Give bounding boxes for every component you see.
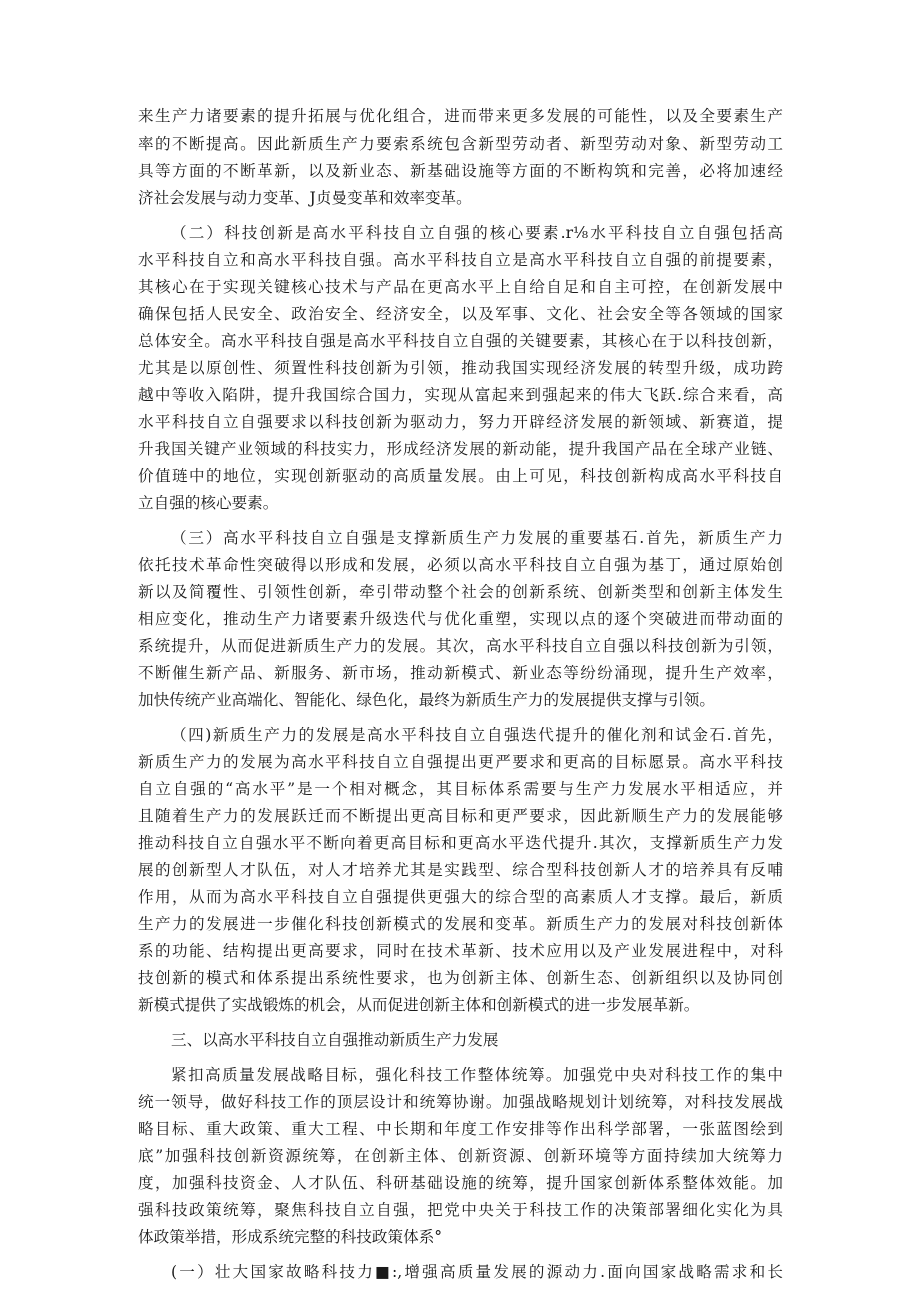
- text-line: 新模式提供了实战锻炼的机会，从而促进创新主体和创新模式的进一步发展革新。: [138, 996, 700, 1014]
- text-line: 升我国关键产业领域的科技实力，形成经济发展的新动能，提升我国产品在全球产业链、: [138, 440, 783, 458]
- paragraph-heading-line: （二）科技创新是高水平科技自立自强的核心要素.r⅛水平科技自立自强包括高: [171, 224, 783, 242]
- text-line: 且随着生产力的发展跃迁而不断提出更高目标和更严要求，因此新顺生产力的发展能够: [138, 807, 783, 825]
- text-line: 依托技术革命性突破得以形成和发展，必须以高水平科技自立自强为基丁，通过原始创: [138, 556, 783, 574]
- text-line: 加快传统产业高端化、智能化、绿色化，最终为新质生产力的发展提供支撑与引领。: [138, 691, 715, 709]
- text-line: 强科技政策统筹，聚焦科技自立自强，把党中央关于科技工作的决策部署细化实化为具: [138, 1201, 783, 1219]
- text-line: 系统提升，从而促进新质生产力的发展。其次，高水平科技自立自强以科技创新为引领，: [138, 637, 783, 655]
- text-line: 技创新的模式和体系提出系统性要求，也为创新主体、创新生态、创新组织以及协同创: [138, 969, 783, 987]
- text-line: 确保包括人民安全、政治安全、经济安全，以及军事、文化、社会安全等各领域的国家: [138, 305, 783, 323]
- text-line: 生产力的发展进一步催化科技创新模式的发展和变革。新质生产力的发展对科技创新体: [138, 915, 783, 933]
- text-line: 推动科技自立自强水平不断向着更高目标和更高水平迭代提升.其次，支撑新质生产力发: [138, 834, 783, 852]
- text-line: 水平科技自立和高水平科技自强。高水平科技自立是高水平科技自立自强的前提要素，: [138, 251, 783, 269]
- text-line: 作用，从而为高水平科技自立自强提供更强大的综合型的高素质人才支撑。最后，新质: [138, 888, 783, 906]
- paragraph-heading-line: （四)新质生产力的发展是高水平科技自立自强迭代提升的催化剂和试金石.首先，: [171, 726, 783, 744]
- text-line: 尤其是以原创性、须置性科技创新为引领，推动我国实现经济发展的转型升级，成功跨: [138, 359, 783, 377]
- text-line: 不断催生新产品、新服务、新市场，推动新模式、新业态等纷纷涌现，提升生产效率，: [138, 664, 783, 682]
- paragraph-heading-line: (一）壮大国家故略科技力■:,增强高质量发展的源动力.面向国家战略需求和长: [171, 1263, 783, 1281]
- section-heading: 三、以高水平科技自立自强推动新质生产力发展: [171, 1031, 499, 1049]
- text-line: 立自强的核心要素。: [138, 494, 279, 512]
- text-line: 具等方面的不断革新，以及新业态、新基础设施等方面的不断构筑和完善，必将加速经: [138, 162, 783, 180]
- text-line: 价值琏中的地位，实现创新驱动的高质量发展。由上可见，科技创新构成高水平科技自: [138, 467, 783, 485]
- text-line: 新质生产力的发展为高水平科技自立自强提出更严要求和更高的目标愿景。高水平科技: [138, 753, 783, 771]
- text-line: 来生产力诸要素的提升拓展与优化组合，进而带来更多发展的可能性，以及全要素生产: [138, 107, 783, 125]
- text-line: 越中等收入陷阱，提升我国综合国力，实现从富起来到强起来的伟大飞跃.综合来看，高: [138, 386, 783, 404]
- text-line: 其核心在于实现关键核心技术与产品在更高水平上自给自足和自主可控，在创新发展中: [138, 278, 783, 296]
- text-line: 总体安全。高水平科技自强是高水平科技自立自强的关键要素，其核心在于以科技创新，: [138, 332, 783, 350]
- text-line: 体政策举措，形成系统完整的科技政策体系°: [138, 1228, 443, 1246]
- paragraph-first-line: 紧扣高质量发展战略目标，强化科技工作整体统筹。加强党中央对科技工作的集中: [171, 1066, 783, 1084]
- text-line: 系的功能、结构提出更高要求，同时在技术革新、技术应用以及产业发展进程中，对科: [138, 942, 783, 960]
- text-line: 济社会发展与动力变革、J贞曼变革和效率变革。: [138, 189, 472, 207]
- text-line: 略目标、重大政策、重大工程、中长期和年度工作安排等作出科学部署，一张蓝图绘到: [138, 1120, 783, 1138]
- text-line: 率的不断提高。因此新质生产力要索系统包含新型劳动者、新型劳动对象、新型劳动工: [138, 135, 783, 153]
- text-line: 水平科技自立自强要求以科技创新为驱动力，努力开辟经济发展的新领域、新赛道，提: [138, 413, 783, 431]
- paragraph-heading-line: （三）高水平科技自立自强是支撑新质生产力发展的重要基石.首先，新质生产力: [171, 529, 783, 547]
- text-line: 新以及简覆性、引领性创新，牵引带动整个社会的创新系统、创新类型和创新主体发生: [138, 583, 783, 601]
- text-line: 统一领导，做好科技工作的顶层设计和统筹协谢。加强战略规划计划统筹，对科技发展战: [138, 1093, 783, 1111]
- text-line: 度，加强科技资金、人才队伍、科研基础设施的统筹，提升国家创新体系整体效能。加: [138, 1174, 783, 1192]
- text-line: 相应变化，推动生产力诸要素升级迭代与优化重塑，实现以点的逐个突破进而带动面的: [138, 610, 783, 628]
- text-line: 自立自强的“高水平”是一个相对概念，其目标体系需要与生产力发展水平相适应，并: [138, 780, 783, 798]
- text-line: 底”加强科技创新资源统筹，在创新主体、创新资源、创新环境等方面持续加大统筹力: [138, 1147, 783, 1165]
- text-line: 展的创新型人才队伍，对人才培养尤其是实践型、综合型科技创新人才的培养具有反哺: [138, 861, 783, 879]
